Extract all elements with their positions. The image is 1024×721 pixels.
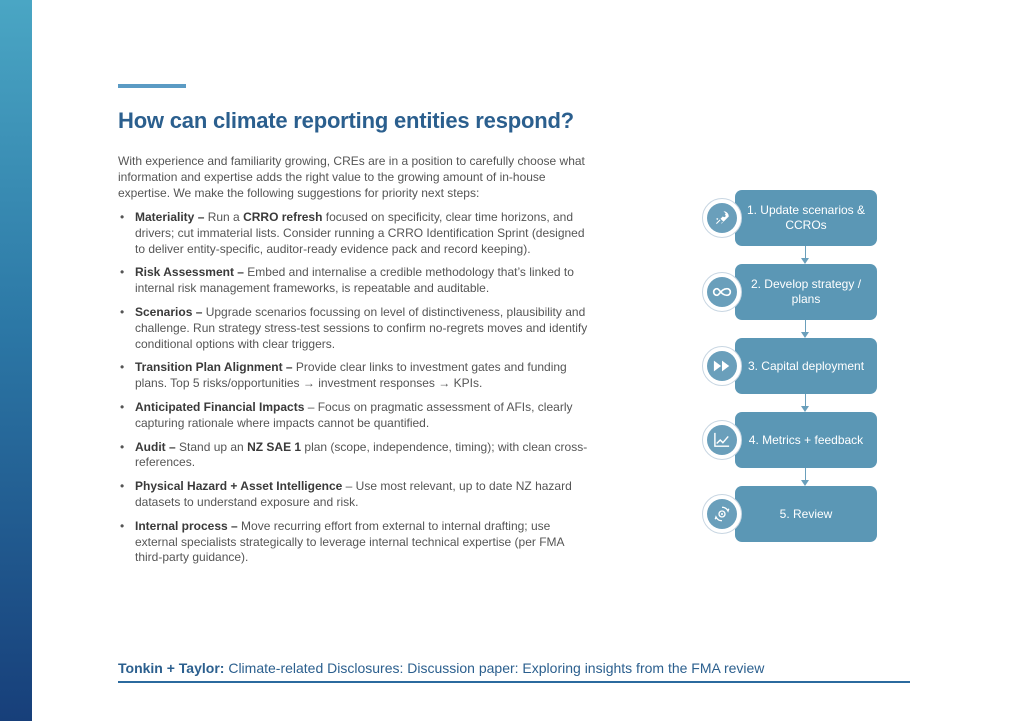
- bullet-text: Stand up an: [175, 439, 248, 454]
- flow-step-2: 2. Develop strategy / plans: [735, 264, 877, 320]
- list-item: • Risk Assessment – Embed and internalise a credible methodology that’s linked to internal risk management frameworks, is repeatable and auditable.: [120, 265, 574, 296]
- bullet-lead: Scenarios –: [135, 304, 203, 319]
- bullet-lead: Materiality –: [135, 210, 205, 224]
- bullet-text: – Use most relevant, up to date NZ hazard datasets to understand exposure and risk.: [135, 479, 572, 509]
- bullet-text: Move recurring effort from external to internal drafting; use external specialists strategically to leverage internal technical expertise (per FMA third-party guidance).: [135, 518, 564, 565]
- list-item: • Transition Plan Alignment – Provide clear links to investment gates and funding plans. Top 5 risks/opportunities → investment responses → KPIs.: [120, 360, 567, 391]
- flow-step-1: 1. Update scenarios & CCROs: [735, 190, 877, 246]
- list-item: • Internal process – Move recurring effort from external to internal drafting; use external specialists strategically to leverage internal technical expertise (per FMA third-party guidance).: [120, 518, 564, 565]
- bullet-lead: Transition Plan Alignment –: [135, 360, 293, 375]
- process-flow: [700, 188, 880, 548]
- list-item: • Materiality – Run a CRRO refresh focused on specificity, clear time horizons, and drivers; cut immaterial lists. Consider running a CRRO Identification Sprint (designed to deliver entity-specific, auditor-ready evidence pack and record keeping).: [120, 210, 585, 256]
- bullet-text: – Focus on pragmatic assessment of AFIs, clearly capturing rationale where impacts cannot be quantified.: [135, 399, 573, 430]
- footer-citation: [118, 660, 764, 676]
- bullet-text: Run a: [204, 210, 244, 224]
- footer-rule: [118, 681, 910, 683]
- flow-step-5: 5. Review: [735, 486, 877, 542]
- bullet-text: Upgrade scenarios focussing on level of distinctiveness, plausibility and challenge. Run strategy stress-test sessions to confirm no-regrets moves and identify conditional options with clear triggers.: [135, 304, 588, 351]
- page-title: How can climate reporting entities respond?: [118, 108, 574, 133]
- line-chart-icon: [702, 420, 742, 460]
- bullet-text: plan (scope, independence, timing); with clean cross-references.: [135, 439, 588, 470]
- list-item: • Physical Hazard + Asset Intelligence – Use most relevant, up to date NZ hazard datasets to understand exposure and risk.: [120, 479, 572, 509]
- bullet-lead: Anticipated Financial Impacts: [135, 399, 305, 414]
- infinity-icon: [702, 272, 742, 312]
- flow-step-4: 4. Metrics + feedback: [735, 412, 877, 468]
- bullet-lead: Physical Hazard + Asset Intelligence: [135, 479, 343, 494]
- bullet-text: Provide clear links to investment gates and funding plans. Top 5 risks/opportunities → investment responses → KPIs.: [135, 360, 567, 391]
- flow-step-3: 3. Capital deployment: [735, 338, 877, 394]
- heading-accent-rule: [118, 84, 186, 88]
- bullet-lead: Risk Assessment –: [135, 265, 244, 280]
- list-item: • Scenarios – Upgrade scenarios focussing on level of distinctiveness, plausibility and challenge. Run strategy stress-test sessions to confirm no-regrets moves and identify conditional options with clear triggers.: [120, 304, 588, 351]
- bullet-lead: Internal process –: [135, 518, 238, 533]
- footer-brand: Tonkin + Taylor:: [118, 660, 225, 676]
- suggestions-list: [118, 210, 588, 574]
- bullet-emphasis: NZ SAE 1: [247, 439, 302, 454]
- refresh-gear-icon: [702, 494, 742, 534]
- bullet-emphasis: CRRO refresh: [243, 210, 323, 224]
- intro-paragraph: With experience and familiarity growing, CREs are in a position to carefully choose what information and expertise adds the right value to the growing amount of in-house expertise. We make the following suggestions for priority next steps:: [118, 154, 585, 200]
- fast-forward-icon: [702, 346, 742, 386]
- bullet-text: Embed and internalise a credible methodology that’s linked to internal risk management frameworks, is repeatable and auditable.: [135, 265, 574, 296]
- bullet-lead: Audit –: [135, 439, 176, 454]
- list-item: • Anticipated Financial Impacts – Focus on pragmatic assessment of AFIs, clearly capturing rationale where impacts cannot be quantified.: [120, 399, 573, 430]
- footer-text: Climate-related Disclosures: Discussion paper: Exploring insights from the FMA review: [224, 660, 765, 676]
- side-color-bar: [0, 0, 32, 721]
- bullet-text: focused on specificity, clear time horizons, and drivers; cut immaterial lists. Consider running a CRRO Identification Sprint (designed to deliver entity-specific, auditor-ready evidence pack and record keeping).: [135, 210, 585, 256]
- rocket-icon: [702, 198, 742, 238]
- list-item: • Audit – Stand up an NZ SAE 1 plan (scope, independence, timing); with clean cross-references.: [120, 439, 588, 470]
